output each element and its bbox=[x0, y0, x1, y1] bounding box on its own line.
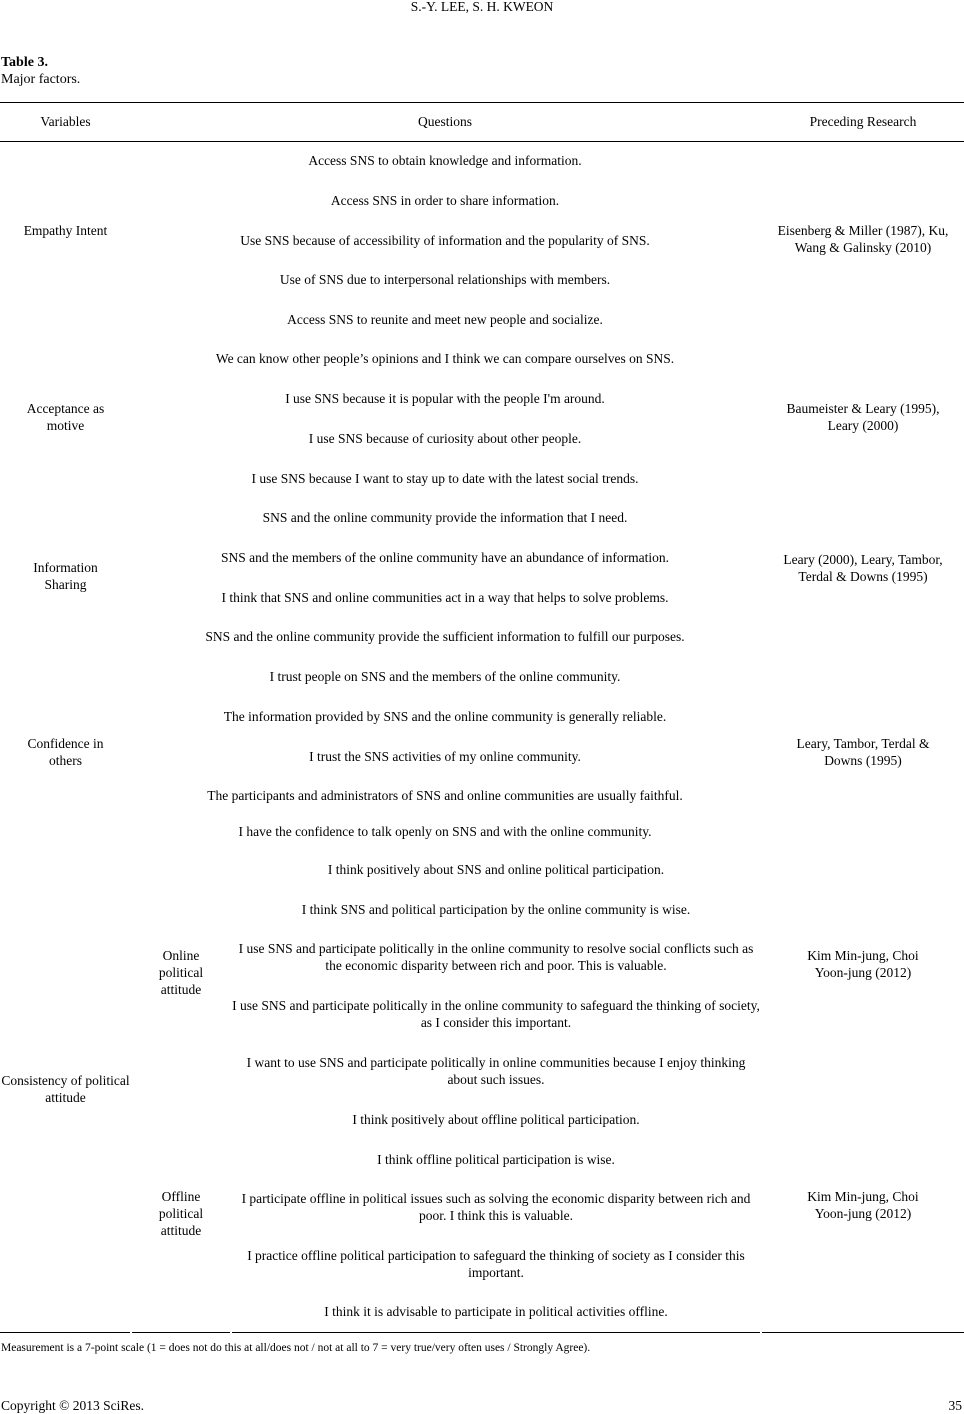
question-item: Use of SNS due to interpersonal relationships with members. bbox=[279, 272, 611, 287]
question-item: The information provided by SNS and the online community is generally reliable. bbox=[223, 709, 667, 724]
page-number: 35 bbox=[948, 1398, 962, 1413]
variable-label: Consistency of political attitude bbox=[1, 1073, 130, 1105]
question-item: Access SNS to obtain knowledge and information. bbox=[308, 153, 582, 168]
question-item: SNS and the online community provide the information that I need. bbox=[262, 510, 628, 525]
sub-variable-label: Online political attitude bbox=[158, 948, 204, 997]
question-item: The participants and administrators of SNS and online communities are usually faithful. bbox=[207, 788, 683, 803]
question-item: I use SNS because of curiosity about other people. bbox=[308, 431, 582, 446]
question-item: I participate offline in political issues such as solving the economic disparity between rich and poor. I think this is valuable. bbox=[241, 1191, 751, 1223]
table-caption: Major factors. bbox=[1, 72, 81, 87]
question-item: I practice offline political participation to safeguard the thinking of society as I consider this important. bbox=[247, 1248, 745, 1280]
question-item: I use SNS and participate politically in the online community to resolve social conflicts such as the economic disparity between rich and poor. This is valuable. bbox=[238, 941, 754, 973]
table-bottom-rule bbox=[0, 1332, 130, 1333]
reference-text: Kim Min-jung, Choi Yoon-jung (2012) bbox=[807, 1189, 919, 1221]
variable-label: Acceptance as motive bbox=[26, 401, 105, 433]
reference-text: Leary, Tambor, Terdal & Downs (1995) bbox=[796, 736, 930, 768]
question-item: I think offline political participation is wise. bbox=[377, 1152, 615, 1167]
table-bottom-rule bbox=[762, 1332, 964, 1333]
question-item: Access SNS to reunite and meet new people and socialize. bbox=[287, 312, 603, 327]
question-item: I have the confidence to talk openly on SNS and with the online community. bbox=[238, 824, 652, 839]
question-item: I want to use SNS and participate politically in online communities because I enjoy thinking about such issues. bbox=[246, 1055, 746, 1087]
question-item: I use SNS and participate politically in the online community to safeguard the thinking of society, as I consider this important. bbox=[232, 998, 760, 1030]
table-top-rule bbox=[0, 102, 964, 103]
variable-label: Empathy Intent bbox=[23, 223, 108, 238]
question-item: I trust people on SNS and the members of the online community. bbox=[269, 669, 621, 684]
reference-text: Kim Min-jung, Choi Yoon-jung (2012) bbox=[807, 948, 919, 980]
question-item: I use SNS because I want to stay up to date with the latest social trends. bbox=[251, 471, 639, 486]
header-variables: Variables bbox=[40, 114, 91, 129]
question-item: I think positively about SNS and online political participation. bbox=[327, 862, 665, 877]
variable-label: Confidence in others bbox=[27, 736, 104, 768]
question-item: Access SNS in order to share information. bbox=[330, 193, 560, 208]
running-head: S.-Y. LEE, S. H. KWEON bbox=[410, 0, 554, 14]
question-item: I think that SNS and online communities act in a way that helps to solve problems. bbox=[221, 590, 669, 605]
header-preceding-research: Preceding Research bbox=[809, 114, 917, 129]
variable-label: Information Sharing bbox=[33, 560, 98, 592]
table-bottom-rule bbox=[132, 1332, 230, 1333]
question-item: I use SNS because it is popular with the people I'm around. bbox=[285, 391, 605, 406]
question-item: I think it is advisable to participate in political activities offline. bbox=[324, 1304, 668, 1319]
table-footnote: Measurement is a 7-point scale (1 = does not do this at all/does not / not at all to 7 = very true/very often uses / Strongly Agree). bbox=[1, 1342, 591, 1354]
question-item: We can know other people’s opinions and I think we can compare ourselves on SNS. bbox=[215, 351, 675, 366]
copyright-notice: Copyright © 2013 SciRes. bbox=[1, 1398, 145, 1413]
reference-text: Eisenberg & Miller (1987), Ku, Wang & Galinsky (2010) bbox=[777, 223, 949, 255]
question-item: I think SNS and political participation by the online community is wise. bbox=[301, 902, 691, 917]
question-item: Use SNS because of accessibility of information and the popularity of SNS. bbox=[240, 233, 650, 248]
sub-variable-label: Offline political attitude bbox=[158, 1189, 204, 1238]
table-bottom-rule bbox=[232, 1332, 760, 1333]
question-item: I trust the SNS activities of my online community. bbox=[309, 749, 581, 764]
reference-text: Baumeister & Leary (1995), Leary (2000) bbox=[786, 401, 940, 433]
question-item: SNS and the members of the online community have an abundance of information. bbox=[220, 550, 669, 565]
question-item: SNS and the online community provide the sufficient information to fulfill our purposes. bbox=[205, 629, 685, 644]
table-header-rule bbox=[0, 141, 964, 142]
reference-text: Leary (2000), Leary, Tambor, Terdal & Downs (1995) bbox=[783, 552, 943, 584]
header-questions: Questions bbox=[418, 114, 472, 129]
question-item: I think positively about offline political participation. bbox=[352, 1112, 640, 1127]
table-label: Table 3. bbox=[1, 55, 48, 70]
